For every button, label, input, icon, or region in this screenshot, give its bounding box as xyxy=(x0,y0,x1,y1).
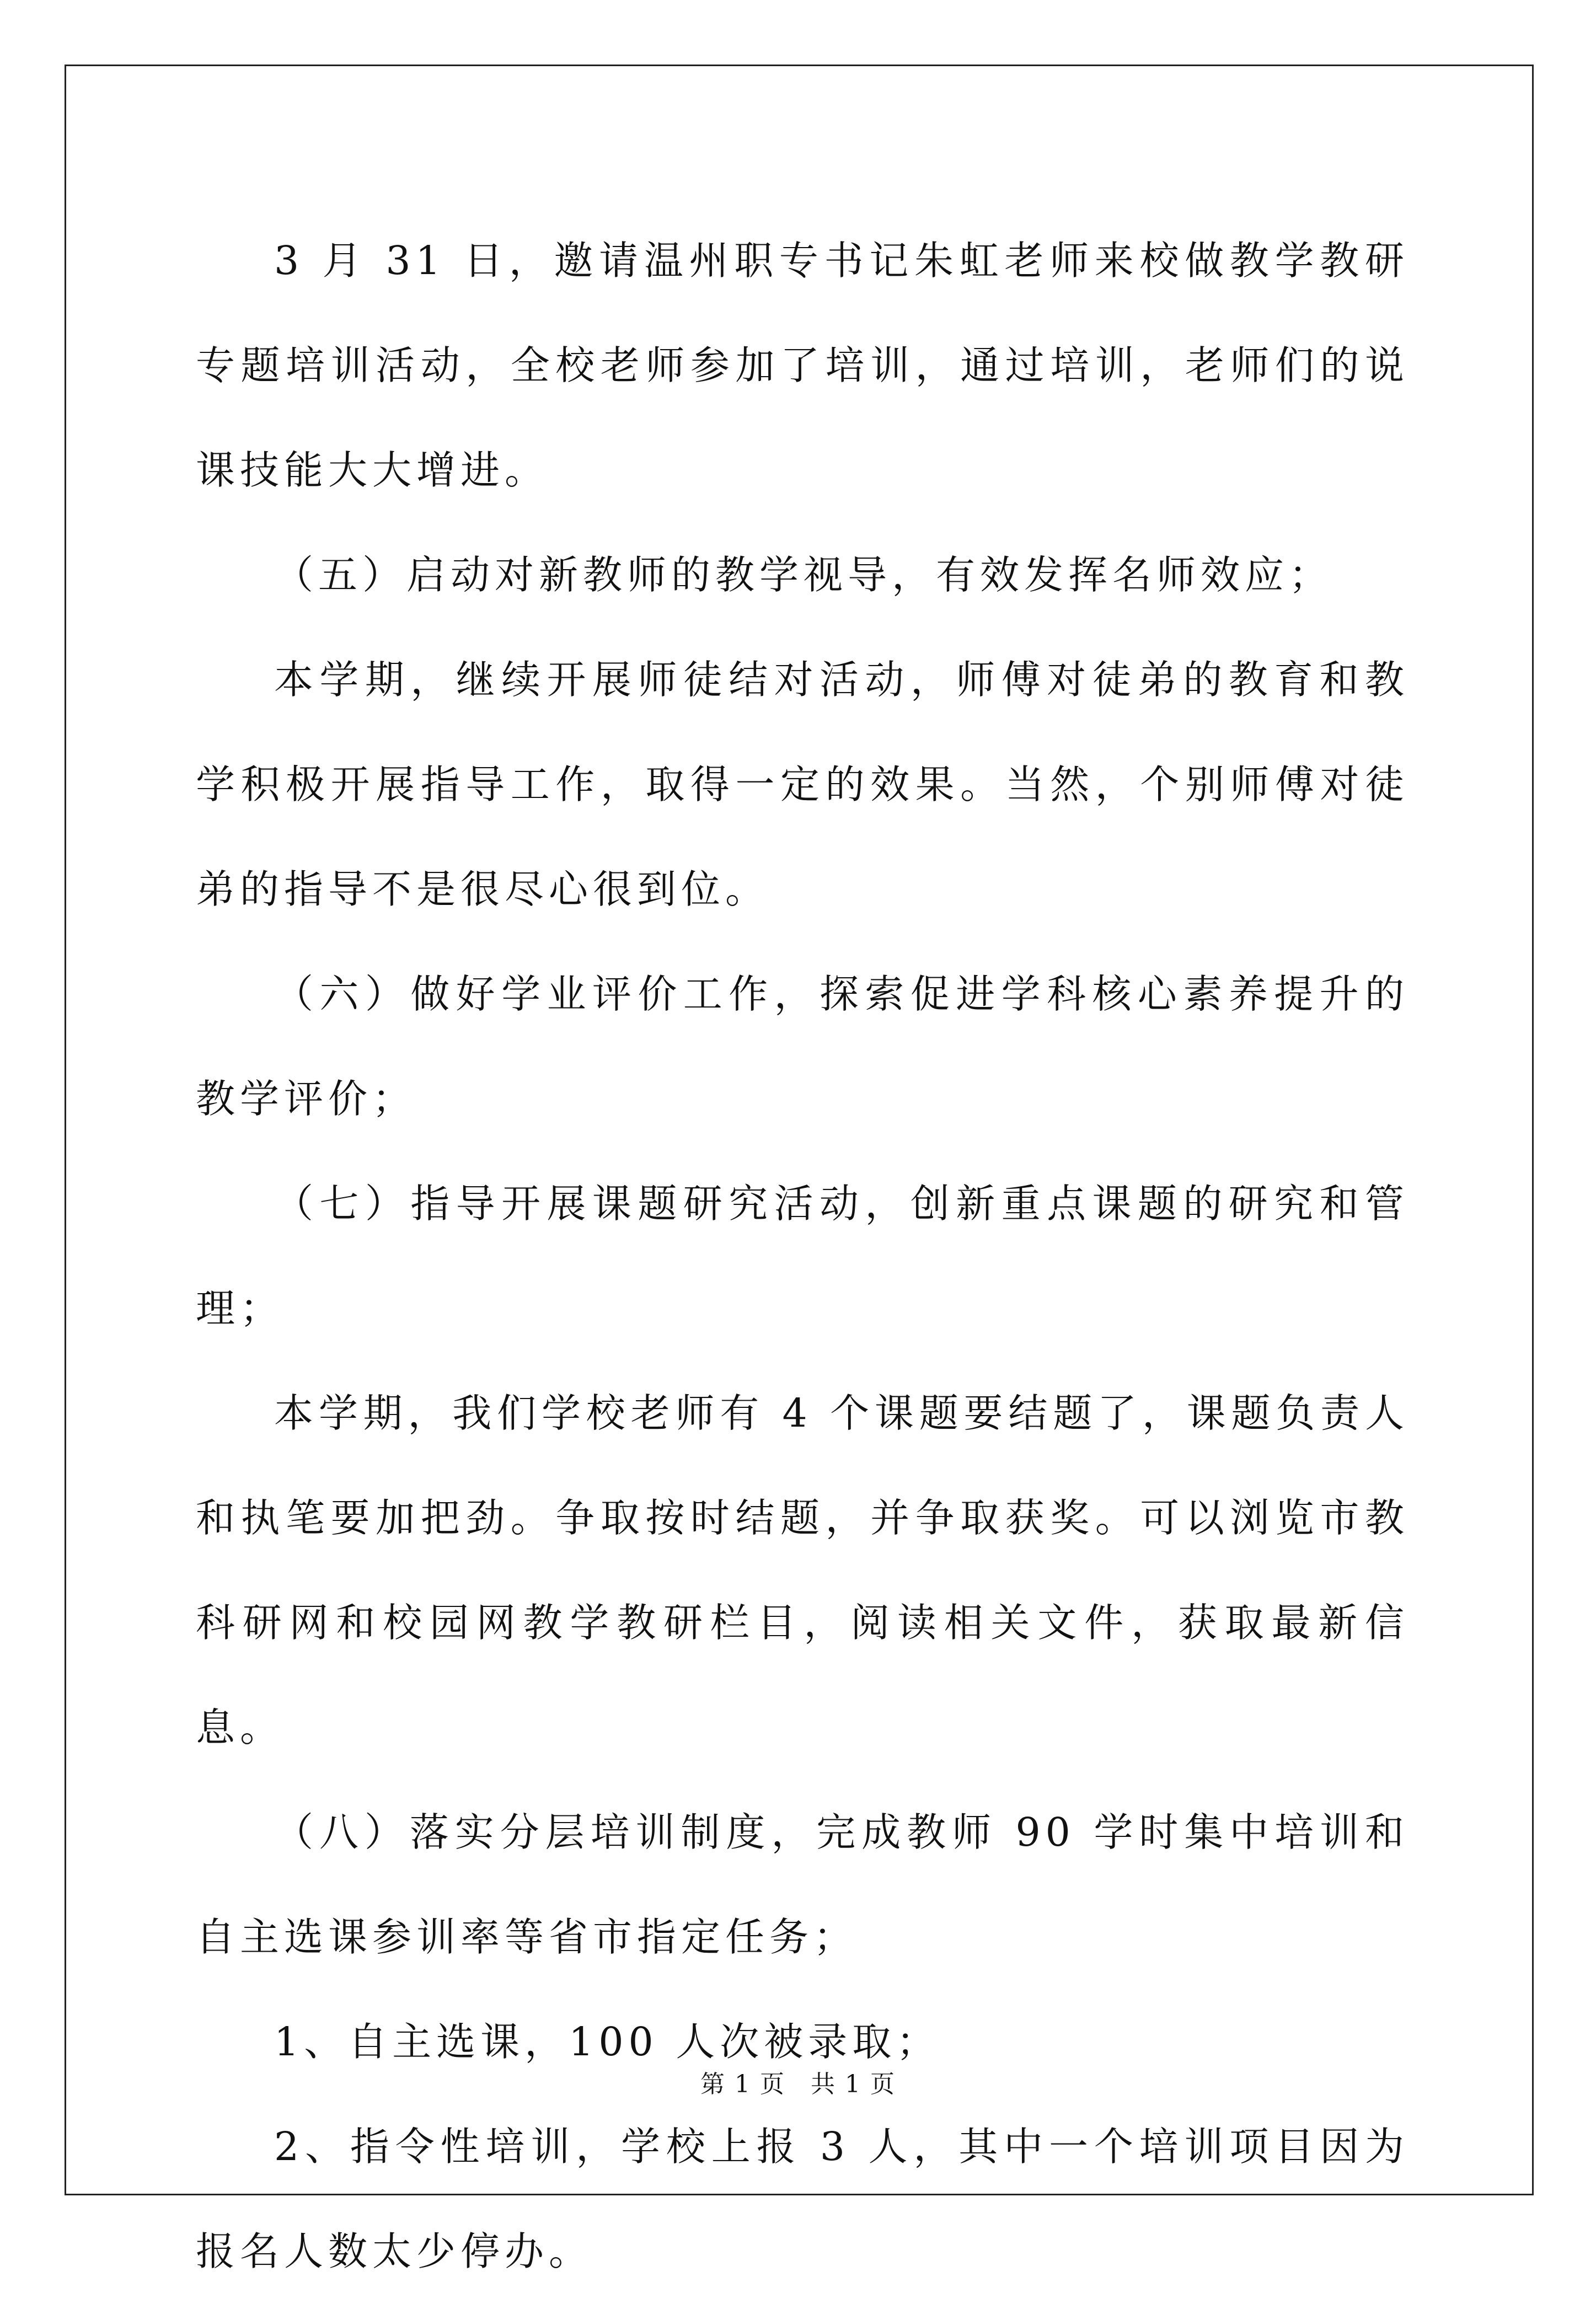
paragraph: （八）落实分层培训制度，完成教师 90 学时集中培训和自主选课参训率等省市指定任务； xyxy=(196,1809,1409,1960)
paragraph: （六）做好学业评价工作，探索促进学科核心素养提升的教学评价； xyxy=(196,971,1409,1122)
paragraph: 本学期，我们学校老师有 4 个课题要结题了，课题负责人和执笔要加把劲。争取按时结题，并争取获奖。可以浏览市教科研网和校园网教学教研栏目，阅读相关文件，获取最新信息。 xyxy=(196,1390,1409,1750)
paragraph: 2、指令性培训，学校上报 3 人，其中一个培训项目因为报名人数太少停办。 xyxy=(196,2124,1409,2274)
paragraph: 3 月 31 日，邀请温州职专书记朱虹老师来校做教学教研专题培训活动，全校老师参加了培训，通过培训，老师们的说课技能大大增进。 xyxy=(196,238,1409,493)
document-body xyxy=(196,208,1409,2304)
paragraph: 1、自主选课，100 人次被录取； xyxy=(274,2019,941,2065)
paragraph: （五）启动对新教师的教学视导，有效发挥名师效应； xyxy=(274,552,1333,598)
paragraph: （七）指导开展课题研究活动，创新重点课题的研究和管理； xyxy=(196,1181,1409,1331)
page-number-footer: 第 1 页 共 1 页 xyxy=(700,2070,896,2098)
paragraph: 本学期，继续开展师徒结对活动，师傅对徒弟的教育和教学积极开展指导工作，取得一定的效果。当然，个别师傅对徒弟的指导不是很尽心很到位。 xyxy=(196,657,1409,912)
